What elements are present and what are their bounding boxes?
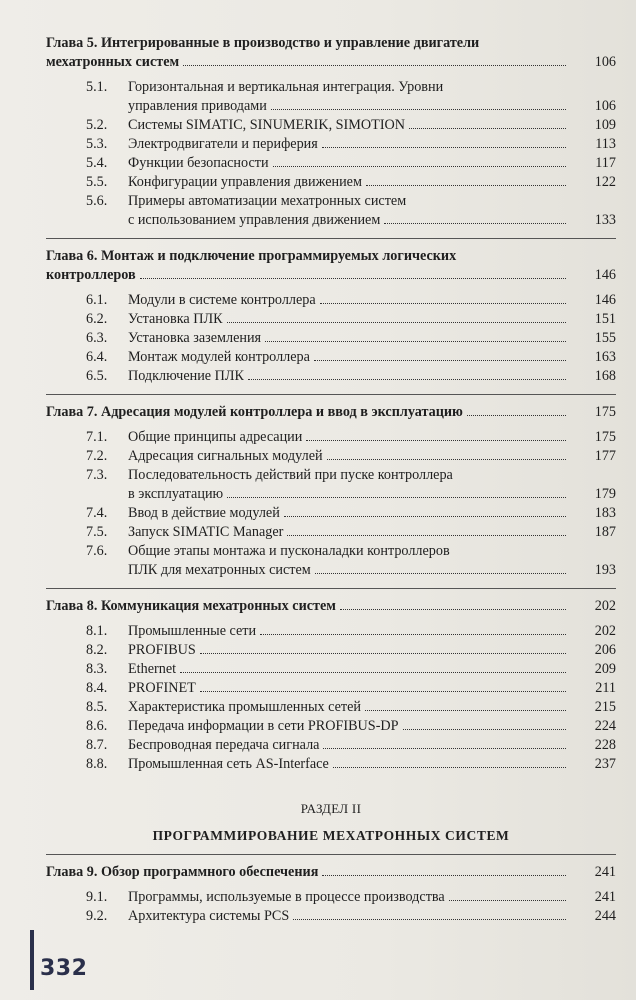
entry-page: 151 <box>594 311 616 327</box>
entry-page: 244 <box>594 908 616 924</box>
toc-entry <box>46 348 616 367</box>
entry-page: 224 <box>594 718 616 734</box>
toc-entry <box>46 641 616 660</box>
entry-title-line: Промышленная сеть AS-Interface <box>128 756 329 772</box>
chapter-page: 202 <box>594 598 616 614</box>
section-number: 5.4. <box>86 155 108 171</box>
entry-title-line: с использованием управления движением <box>128 212 381 228</box>
section-number: 7.1. <box>86 429 108 445</box>
entry-page: 168 <box>594 368 616 384</box>
chapter-page: 146 <box>594 267 616 283</box>
section-number: 5.2. <box>86 117 108 133</box>
entry-title-line: Примеры автоматизации мехатронных систем <box>128 193 407 209</box>
chapter-page: 175 <box>594 404 616 420</box>
section-label: РАЗДЕЛ II <box>300 801 362 816</box>
chapter-title-line: контроллеров <box>46 267 136 283</box>
entry-title-line: Конфигурации управления движением <box>128 174 362 190</box>
chapter-page: 106 <box>594 54 616 70</box>
entry-page: 215 <box>594 699 616 715</box>
chapter-title-line: Глава 8. Коммуникация мехатронных систем <box>46 598 336 614</box>
dot-leader <box>180 672 566 673</box>
toc-entry <box>46 736 616 755</box>
entry-title-line: Модули в системе контроллера <box>128 292 316 308</box>
chapter-title-line: Глава 5. Интегрированные в производство и управление двигатели <box>46 35 480 51</box>
entry-title-line: Установка ПЛК <box>128 311 223 327</box>
dot-leader <box>333 767 566 768</box>
section-number: 6.1. <box>86 292 108 308</box>
section-number: 6.2. <box>86 311 108 327</box>
table-of-contents <box>46 34 616 926</box>
chapter-8-heading <box>46 597 616 616</box>
dot-leader <box>340 609 566 610</box>
entry-title-line: Установка заземления <box>128 330 262 346</box>
toc-entry <box>46 622 616 641</box>
dot-leader <box>320 303 566 304</box>
entry-title-line: Адресация сигнальных модулей <box>128 448 323 464</box>
entry-page: 113 <box>595 136 616 152</box>
section-number: 5.3. <box>86 136 108 152</box>
toc-entry <box>46 523 616 542</box>
section-title: ПРОГРАММИРОВАНИЕ МЕХАТРОННЫХ СИСТЕМ <box>152 828 510 843</box>
dot-leader <box>183 65 566 66</box>
dot-leader <box>315 573 566 574</box>
entry-title-line: Общие принципы адресации <box>128 429 303 445</box>
toc-entry <box>46 291 616 310</box>
entry-title-line: Характеристика промышленных сетей <box>128 699 361 715</box>
entry-page: 106 <box>594 98 616 114</box>
toc-entry <box>46 310 616 329</box>
toc-entry <box>46 367 616 386</box>
entry-title-line: управления приводами <box>128 98 267 114</box>
entry-title-line: Запуск SIMATIC Manager <box>128 524 284 540</box>
dot-leader <box>323 748 566 749</box>
entry-title-line: Функции безопасности <box>128 155 269 171</box>
entry-title-line: в эксплуатацию <box>128 486 224 502</box>
entry-title-line: Подключение ПЛК <box>128 368 244 384</box>
entry-page: 237 <box>594 756 616 772</box>
entry-title-line: Архитектура системы PCS <box>128 908 290 924</box>
toc-entry <box>46 907 616 926</box>
chapter-title-line: Глава 6. Монтаж и подключение программируемых логических <box>46 248 457 264</box>
toc-entry <box>46 173 616 192</box>
toc-entry <box>46 329 616 348</box>
entry-page: 228 <box>594 737 616 753</box>
entry-page: 209 <box>594 661 616 677</box>
toc-entry <box>46 466 616 504</box>
entry-title-line: PROFIBUS <box>128 642 196 658</box>
dot-leader <box>260 634 566 635</box>
dot-leader <box>227 322 566 323</box>
section-number: 5.5. <box>86 174 108 190</box>
dot-leader <box>467 415 566 416</box>
entry-title-line: Горизонтальная и вертикальная интеграция. Уровни <box>128 79 444 95</box>
dot-leader <box>273 166 566 167</box>
section-number: 8.4. <box>86 680 108 696</box>
entry-title-line: Общие этапы монтажа и пусконаладки контроллеров <box>128 543 450 559</box>
dot-leader <box>140 278 566 279</box>
entry-page: 179 <box>594 486 616 502</box>
toc-entry <box>46 542 616 580</box>
chapter-divider <box>46 588 616 589</box>
section-number: 7.4. <box>86 505 108 521</box>
entry-page: 109 <box>594 117 616 133</box>
entry-page: 206 <box>594 642 616 658</box>
dot-leader <box>287 535 566 536</box>
dot-leader <box>284 516 566 517</box>
dot-leader <box>248 379 566 380</box>
dot-leader <box>265 341 566 342</box>
entry-page: 155 <box>594 330 616 346</box>
dot-leader <box>327 459 566 460</box>
dot-leader <box>322 147 566 148</box>
dot-leader <box>200 691 566 692</box>
chapter-7-heading <box>46 403 616 422</box>
entry-title-line: Ethernet <box>128 661 177 677</box>
entry-page: 183 <box>594 505 616 521</box>
chapter-title-line: Глава 7. Адресация модулей контроллера и ввод в эксплуатацию <box>46 404 463 420</box>
toc-entry <box>46 660 616 679</box>
toc-entry <box>46 504 616 523</box>
chapter-title-line: Глава 9. Обзор программного обеспечения <box>46 864 319 880</box>
section-number: 5.1. <box>86 79 108 95</box>
page-number-bar <box>30 930 34 990</box>
entry-page: 163 <box>594 349 616 365</box>
entry-title-line: Монтаж модулей контроллера <box>128 349 310 365</box>
dot-leader <box>366 185 566 186</box>
entry-title-line: Последовательность действий при пуске контроллера <box>128 467 453 483</box>
toc-entry <box>46 154 616 173</box>
toc-entry <box>46 428 616 447</box>
entry-page: 187 <box>594 524 616 540</box>
section-number: 9.2. <box>86 908 108 924</box>
page-number: 332 <box>40 956 88 981</box>
entry-title-line: Системы SIMATIC, SINUMERIK, SIMOTION <box>128 117 406 133</box>
entry-page: 146 <box>594 292 616 308</box>
section-number: 8.8. <box>86 756 108 772</box>
section-number: 6.5. <box>86 368 108 384</box>
section-number: 7.2. <box>86 448 108 464</box>
section-number: 8.7. <box>86 737 108 753</box>
chapter-5-heading <box>46 34 616 72</box>
toc-entry <box>46 755 616 774</box>
section-number: 8.5. <box>86 699 108 715</box>
entry-page: 241 <box>594 889 616 905</box>
entry-page: 133 <box>594 212 616 228</box>
entry-title-line: Передача информации в сети PROFIBUS-DP <box>128 718 399 734</box>
entry-page: 211 <box>595 680 616 696</box>
dot-leader <box>293 919 566 920</box>
entry-title-line: Ввод в действие модулей <box>128 505 280 521</box>
chapter-page: 241 <box>594 864 616 880</box>
dot-leader <box>384 223 566 224</box>
chapter-divider <box>46 394 616 395</box>
section-number: 6.4. <box>86 349 108 365</box>
section-number: 8.1. <box>86 623 108 639</box>
toc-entry <box>46 447 616 466</box>
section-number: 7.3. <box>86 467 108 483</box>
dot-leader <box>200 653 566 654</box>
dot-leader <box>314 360 566 361</box>
toc-entry <box>46 717 616 736</box>
dot-leader <box>306 440 566 441</box>
toc-entry <box>46 135 616 154</box>
chapter-9-heading <box>46 863 616 882</box>
chapter-6-heading <box>46 247 616 285</box>
section-number: 7.6. <box>86 543 108 559</box>
entry-page: 175 <box>594 429 616 445</box>
chapter-divider <box>46 854 616 855</box>
entry-title-line: PROFINET <box>128 680 196 696</box>
toc-entry <box>46 116 616 135</box>
section-number: 9.1. <box>86 889 108 905</box>
toc-entry <box>46 78 616 116</box>
dot-leader <box>449 900 566 901</box>
entry-page: 122 <box>594 174 616 190</box>
entry-title-line: Электродвигатели и периферия <box>128 136 318 152</box>
section-number: 7.5. <box>86 524 108 540</box>
entry-page: 177 <box>594 448 616 464</box>
chapter-divider <box>46 238 616 239</box>
section-number: 8.3. <box>86 661 108 677</box>
entry-title-line: Беспроводная передача сигнала <box>128 737 320 753</box>
entry-page: 193 <box>594 562 616 578</box>
section-number: 8.2. <box>86 642 108 658</box>
entry-title-line: Программы, используемые в процессе производства <box>128 889 445 905</box>
section-number: 6.3. <box>86 330 108 346</box>
section-number: 8.6. <box>86 718 108 734</box>
toc-entry <box>46 192 616 230</box>
entry-title-line: ПЛК для мехатронных систем <box>128 562 311 578</box>
dot-leader <box>227 497 566 498</box>
dot-leader <box>322 875 566 876</box>
dot-leader <box>365 710 566 711</box>
dot-leader <box>409 128 566 129</box>
toc-entry <box>46 679 616 698</box>
dot-leader <box>403 729 566 730</box>
chapter-title-line: мехатронных систем <box>46 54 180 70</box>
entry-page: 117 <box>595 155 616 171</box>
entry-page: 202 <box>594 623 616 639</box>
section-number: 5.6. <box>86 193 108 209</box>
toc-entry <box>46 888 616 907</box>
entry-title-line: Промышленные сети <box>128 623 257 639</box>
toc-entry <box>46 698 616 717</box>
dot-leader <box>271 109 566 110</box>
